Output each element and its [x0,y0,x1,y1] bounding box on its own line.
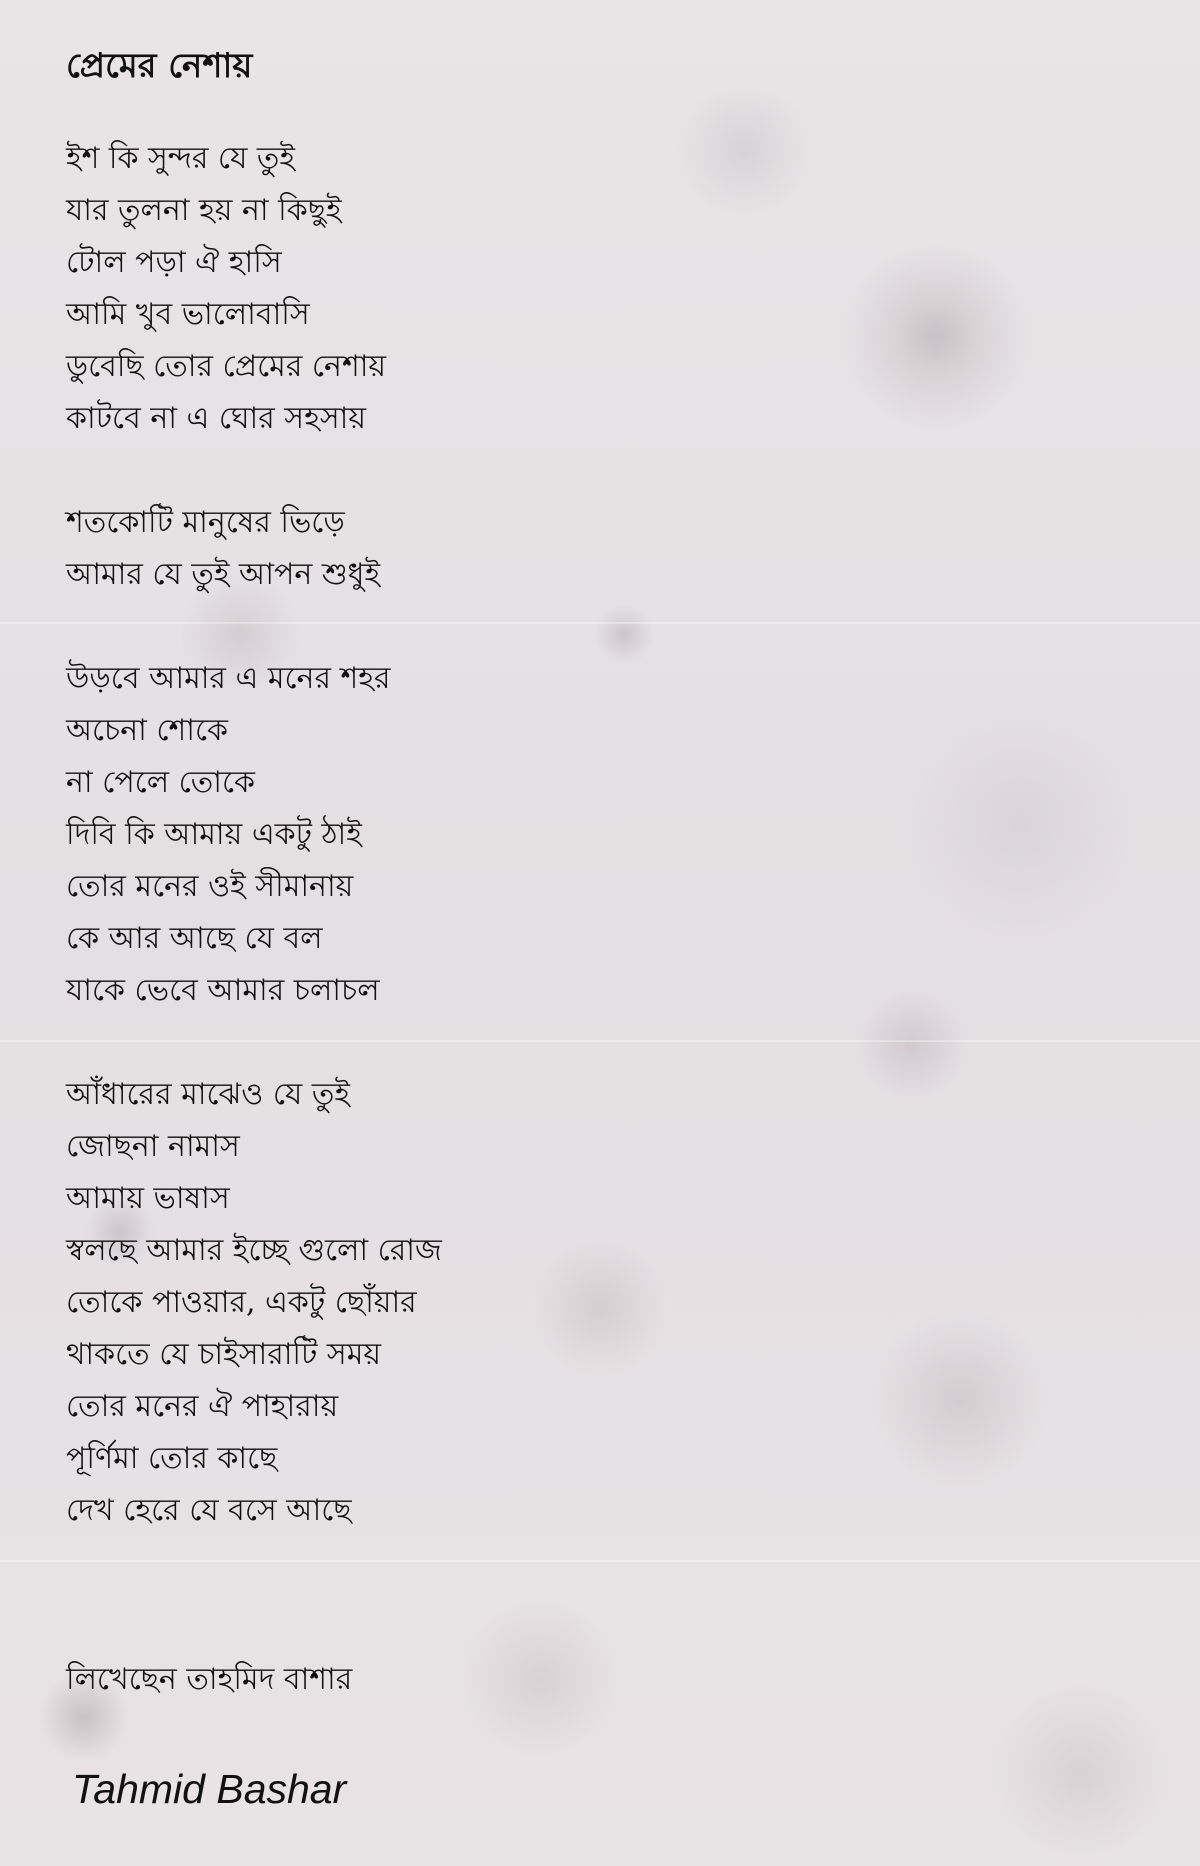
poem-line: টোল পড়া ঐ হাসি [66,244,282,280]
stanza [66,497,1146,601]
poem-line: উড়বে আমার এ মনের শহর [66,660,391,696]
poem-line: ডুবেছি তোর প্রেমের নেশায় [66,348,387,384]
poem-line: দিবি কি আমায় একটু ঠাই [66,816,362,852]
poem-line: জোছনা নামাস [66,1128,240,1164]
poem-line: ইশ কি সুন্দর যে তুই [66,140,296,176]
poem-line: দেখ হেরে যে বসে আছে [66,1492,352,1528]
poem-line: তোর মনের ওই সীমানায় [66,868,354,904]
poem-line: পূর্ণিমা তোর কাছে [66,1440,278,1476]
poem-line: তোকে পাওয়ার, একটু ছোঁয়ার [66,1284,417,1320]
poem-line: কাটবে না এ ঘোর সহসায় [66,400,367,436]
poem-title: প্রেমের নেশায় [66,46,253,86]
poem-line: শতকোটি মানুষের ভিড়ে [66,504,345,540]
poem-line: থাকতে যে চাইসারাটি সময় [66,1336,382,1372]
poem-line: কে আর আছে যে বল [66,920,323,956]
poem-body [66,133,1146,1537]
poem-line: আমার যে তুই আপন শুধুই [66,556,381,592]
byline: লিখেছেন তাহমিদ বাশার [66,1662,353,1697]
poem-line: আমি খুব ভালোবাসি [66,296,310,332]
poem [66,46,1146,1589]
poem-line: যাকে ভেবে আমার চলাচল [66,972,380,1008]
stanza [66,653,1146,1017]
stanza [66,133,1146,445]
poem-line: না পেলে তোকে [66,764,256,800]
poem-line: যার তুলনা হয় না কিছুই [66,192,342,228]
poem-line: আঁধারের মাঝেও যে তুই [66,1076,350,1112]
poem-line: স্বলছে আমার ইচ্ছে গুলো রোজ [66,1232,442,1268]
poem-line: তোর মনের ঐ পাহারায় [66,1388,339,1424]
stanza [66,1069,1146,1537]
poem-line: অচেনা শোকে [66,712,229,748]
poem-line: আমায় ভাষাস [66,1180,230,1216]
author-name: Tahmid Bashar [72,1766,347,1812]
